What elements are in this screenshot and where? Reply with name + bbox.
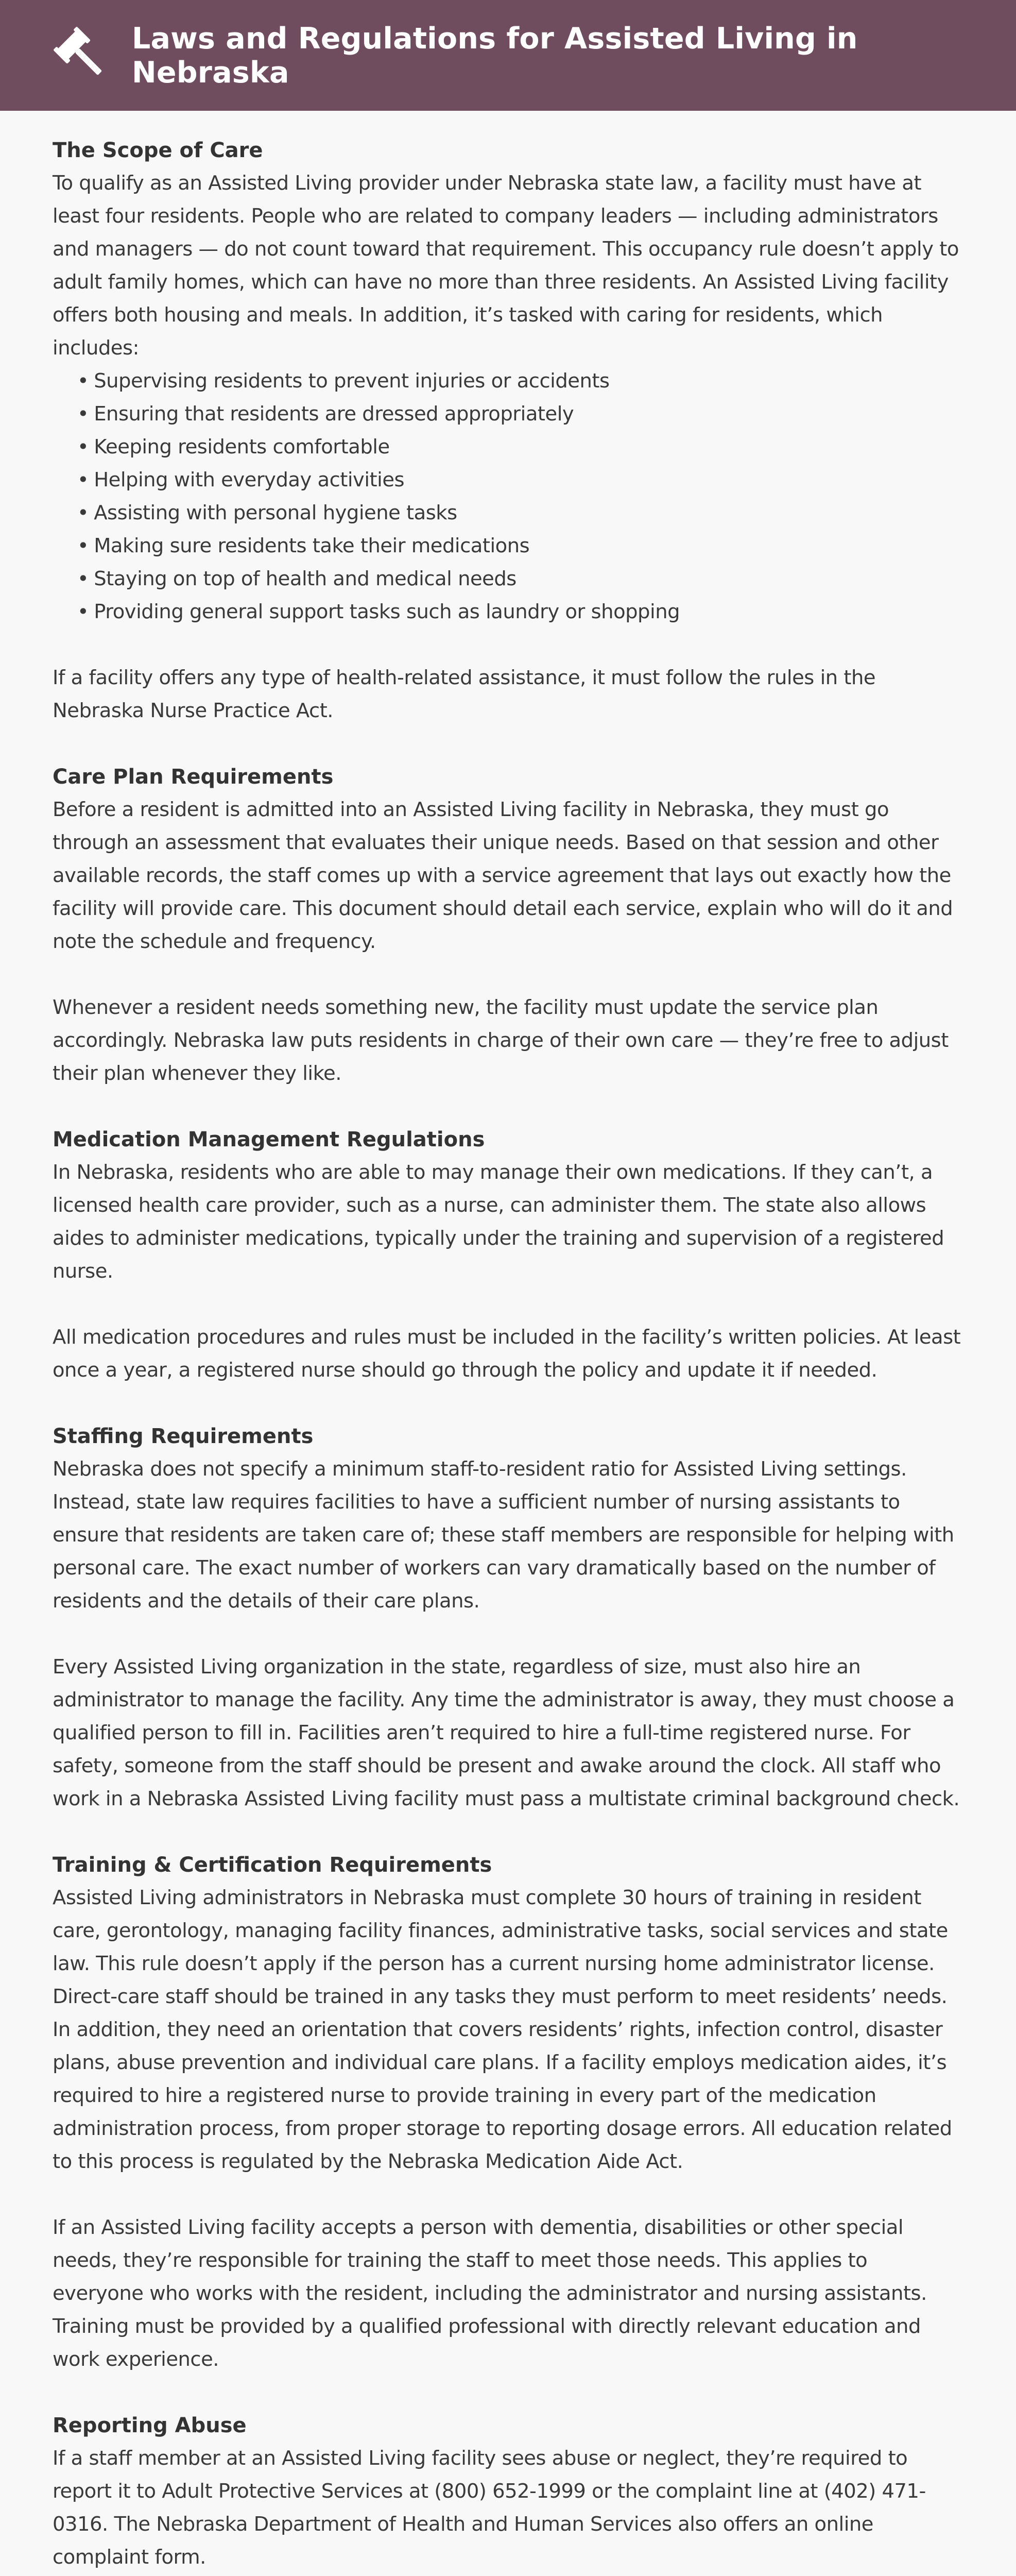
paragraph: Before a resident is admitted into an Assisted Living facility in Nebraska, they must go through an assessment that evaluates their unique needs. Based on that session and other available records, the staff comes up with a service agreement that lays out exactly how the facility will provide care. This document should detail each service, explain who will do it and note the schedule and frequency. (53, 798, 953, 953)
section-staffing (53, 1420, 963, 1816)
paragraph: Nebraska does not specify a minimum staff-to-resident ratio for Assisted Living settings. Instead, state law requires facilities to have a sufficient number of nursing assistants to ensure that residents are taken care of; these staff members are responsible for helping with personal care. The exact number of workers can vary dramatically based on the number of residents and the details of their care plans. (53, 1458, 954, 1613)
article-body (0, 111, 1016, 2574)
section-heading: The Scope of Care (53, 139, 263, 162)
list-item: • Providing general support tasks such as laundry or shopping (77, 600, 680, 623)
section-scope-of-care (53, 134, 963, 727)
page-title: Laws and Regulations for Assisted Living in Nebraska (132, 21, 858, 90)
paragraph: Every Assisted Living organization in the state, regardless of size, must also hire an administrator to manage the facility. Any time the administrator is away, they must choose a qualified person to fill in. Facilities aren’t required to hire a full-time registered nurse. For safety, someone from the staff should be present and awake around the clock. All staff who work in a Nebraska Assisted Living facility must pass a multistate criminal background check. (53, 1655, 960, 1810)
page-header (0, 0, 1016, 111)
section-heading: Training & Certification Requirements (53, 1853, 492, 1877)
section-reporting-abuse (53, 2409, 963, 2574)
paragraph: If a staff member at an Assisted Living facility sees abuse or neglect, they’re required to report it to Adult Protective Services at (800) 652-1999 or the complaint line at (402) 471-0316. The Nebraska Department of Health and Human Services also offers an online complaint form. (53, 2447, 926, 2569)
gavel-icon (51, 25, 113, 87)
list-item: • Staying on top of health and medical needs (77, 567, 516, 590)
section-heading: Care Plan Requirements (53, 765, 334, 789)
section-medication (53, 1123, 963, 1387)
list-item: • Ensuring that residents are dressed appropriately (77, 402, 574, 426)
care-tasks-list (53, 365, 963, 629)
paragraph: To qualify as an Assisted Living provider under Nebraska state law, a facility must have at least four residents. People who are related to company leaders — including administrators and managers — do not count toward that requirement. This occupancy rule doesn’t apply to adult family homes, which can have no more than three residents. An Assisted Living facility offers both housing and meals. In addition, it’s tasked with caring for residents, which includes: (53, 172, 959, 360)
section-heading: Medication Management Regulations (53, 1128, 485, 1151)
list-item: • Making sure residents take their medications (77, 534, 530, 557)
paragraph: All medication procedures and rules must be included in the facility’s written policies. At least once a year, a registered nurse should go through the policy and update it if needed. (53, 1326, 961, 1382)
paragraph: Assisted Living administrators in Nebraska must complete 30 hours of training in resident care, gerontology, managing facility finances, administrative tasks, social services and state law. This rule doesn’t apply if the person has a current nursing home administrator license. Direct-care staff should be trained in any tasks they must perform to meet residents’ needs. In addition, they need an orientation that covers residents’ rights, infection control, disaster plans, abuse prevention and individual care plans. If a facility employs medication aides, it’s required to hire a registered nurse to provide training in every part of the medication administration process, from proper storage to reporting dosage errors. All education related to this process is regulated by the Nebraska Medication Aide Act. (53, 1886, 952, 2173)
list-item: • Keeping residents comfortable (77, 435, 390, 459)
paragraph: If a facility offers any type of health-related assistance, it must follow the rules in the Nebraska Nurse Practice Act. (53, 666, 876, 722)
section-care-plan (53, 760, 963, 1090)
list-item: • Supervising residents to prevent injuries or accidents (77, 369, 610, 393)
list-item: • Helping with everyday activities (77, 468, 405, 492)
paragraph: In Nebraska, residents who are able to may manage their own medications. If they can’t, a licensed health care provider, such as a nurse, can administer them. The state also allows aides to administer medications, typically under the training and supervision of a registered nurse. (53, 1161, 944, 1283)
list-item: • Assisting with personal hygiene tasks (77, 501, 457, 524)
section-heading: Reporting Abuse (53, 2414, 247, 2437)
paragraph: Whenever a resident needs something new, the facility must update the service plan accordingly. Nebraska law puts residents in charge of their own care — they’re free to adjust their plan whenever they like. (53, 996, 949, 1085)
section-training (53, 1849, 963, 2376)
section-heading: Staffing Requirements (53, 1425, 314, 1448)
paragraph: If an Assisted Living facility accepts a person with dementia, disabilities or other special needs, they’re responsible for training the staff to meet those needs. This applies to everyone who works with the resident, including the administrator and nursing assistants. Training must be provided by a qualified professional with directly relevant education and work experience. (53, 2216, 927, 2371)
